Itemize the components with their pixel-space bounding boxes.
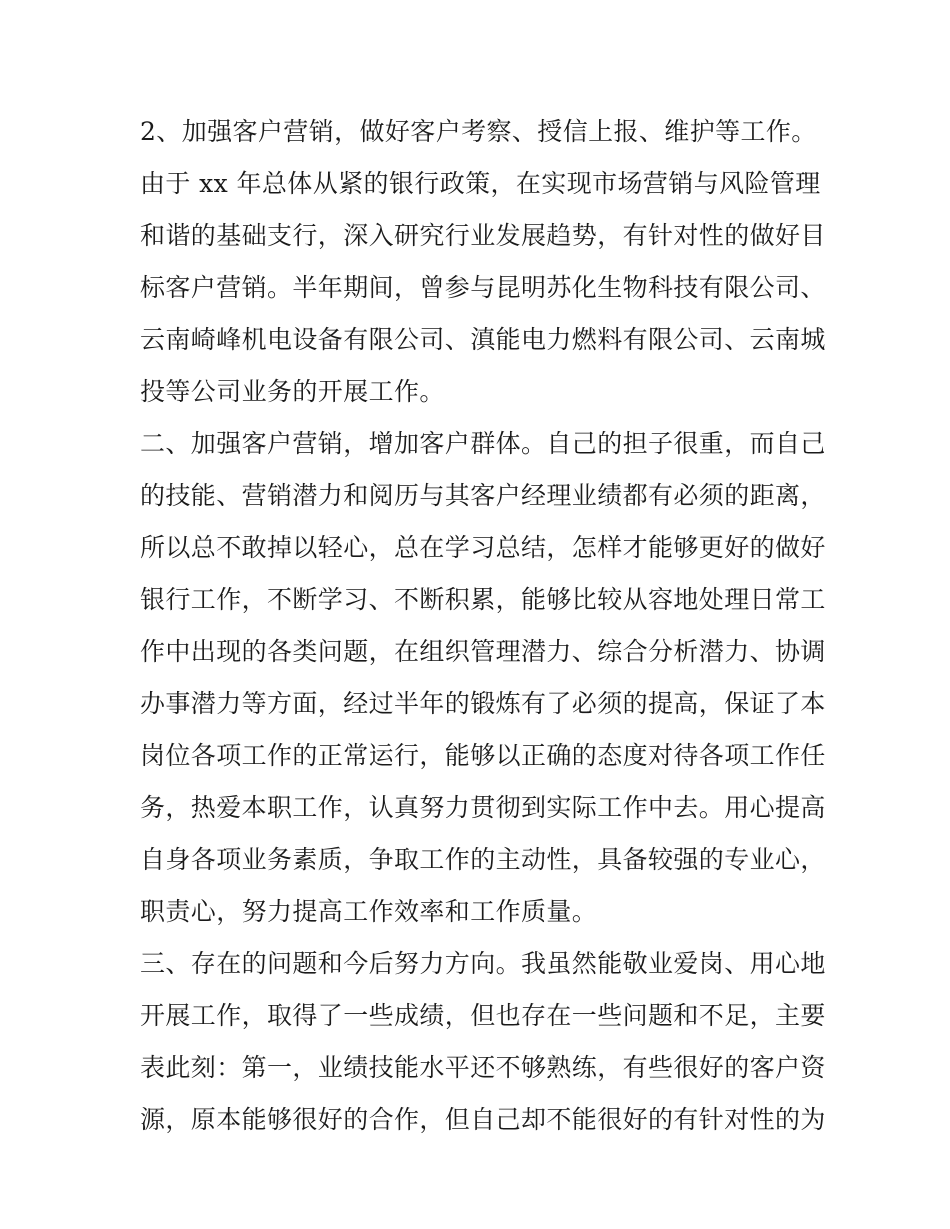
text-line: 标客户营销。半年期间，曾参与昆明苏化生物科技有限公司、 (140, 273, 826, 302)
text-line: 开展工作，取得了一些成绩，但也存在一些问题和不足，主要 (140, 1001, 826, 1030)
text-line: 务，热爱本职工作，认真努力贯彻到实际工作中去。用心提高 (140, 793, 826, 822)
text-line: 所以总不敢掉以轻心，总在学习总结，怎样才能够更好的做好 (140, 533, 826, 562)
text-line: 2、加强客户营销，做好客户考察、授信上报、维护等工作。 (140, 117, 817, 146)
text-line: 岗位各项工作的正常运行，能够以正确的态度对待各项工作任 (140, 741, 826, 770)
text-line: 的技能、营销潜力和阅历与其客户经理业绩都有必须的距离， (140, 481, 826, 510)
text-line: 投等公司业务的开展工作。 (140, 377, 445, 406)
text-line: 二、加强客户营销，增加客户群体。自己的担子很重，而自己 (140, 429, 826, 458)
text-line: 自身各项业务素质，争取工作的主动性，具备较强的专业心， (140, 845, 826, 874)
text-line: 表此刻：第一，业绩技能水平还不够熟练，有些很好的客户资 (140, 1053, 826, 1082)
text-line: 办事潜力等方面，经过半年的锻炼有了必须的提高，保证了本 (140, 689, 826, 718)
text-line: 由于 xx 年总体从紧的银行政策，在实现市场营销与风险管理 (140, 169, 821, 198)
text-line: 三、存在的问题和今后努力方向。我虽然能敬业爱岗、用心地 (140, 949, 826, 978)
document-body (140, 106, 826, 1146)
text-line: 源，原本能够很好的合作，但自己却不能很好的有针对性的为 (140, 1105, 826, 1134)
text-line: 作中出现的各类问题，在组织管理潜力、综合分析潜力、协调 (140, 637, 826, 666)
text-line: 银行工作，不断学习、不断积累，能够比较从容地处理日常工 (140, 585, 826, 614)
text-line: 和谐的基础支行，深入研究行业发展趋势，有针对性的做好目 (140, 221, 826, 250)
text-line: 职责心，努力提高工作效率和工作质量。 (140, 897, 598, 926)
text-line: 云南崎峰机电设备有限公司、滇能电力燃料有限公司、云南城 (140, 325, 826, 354)
